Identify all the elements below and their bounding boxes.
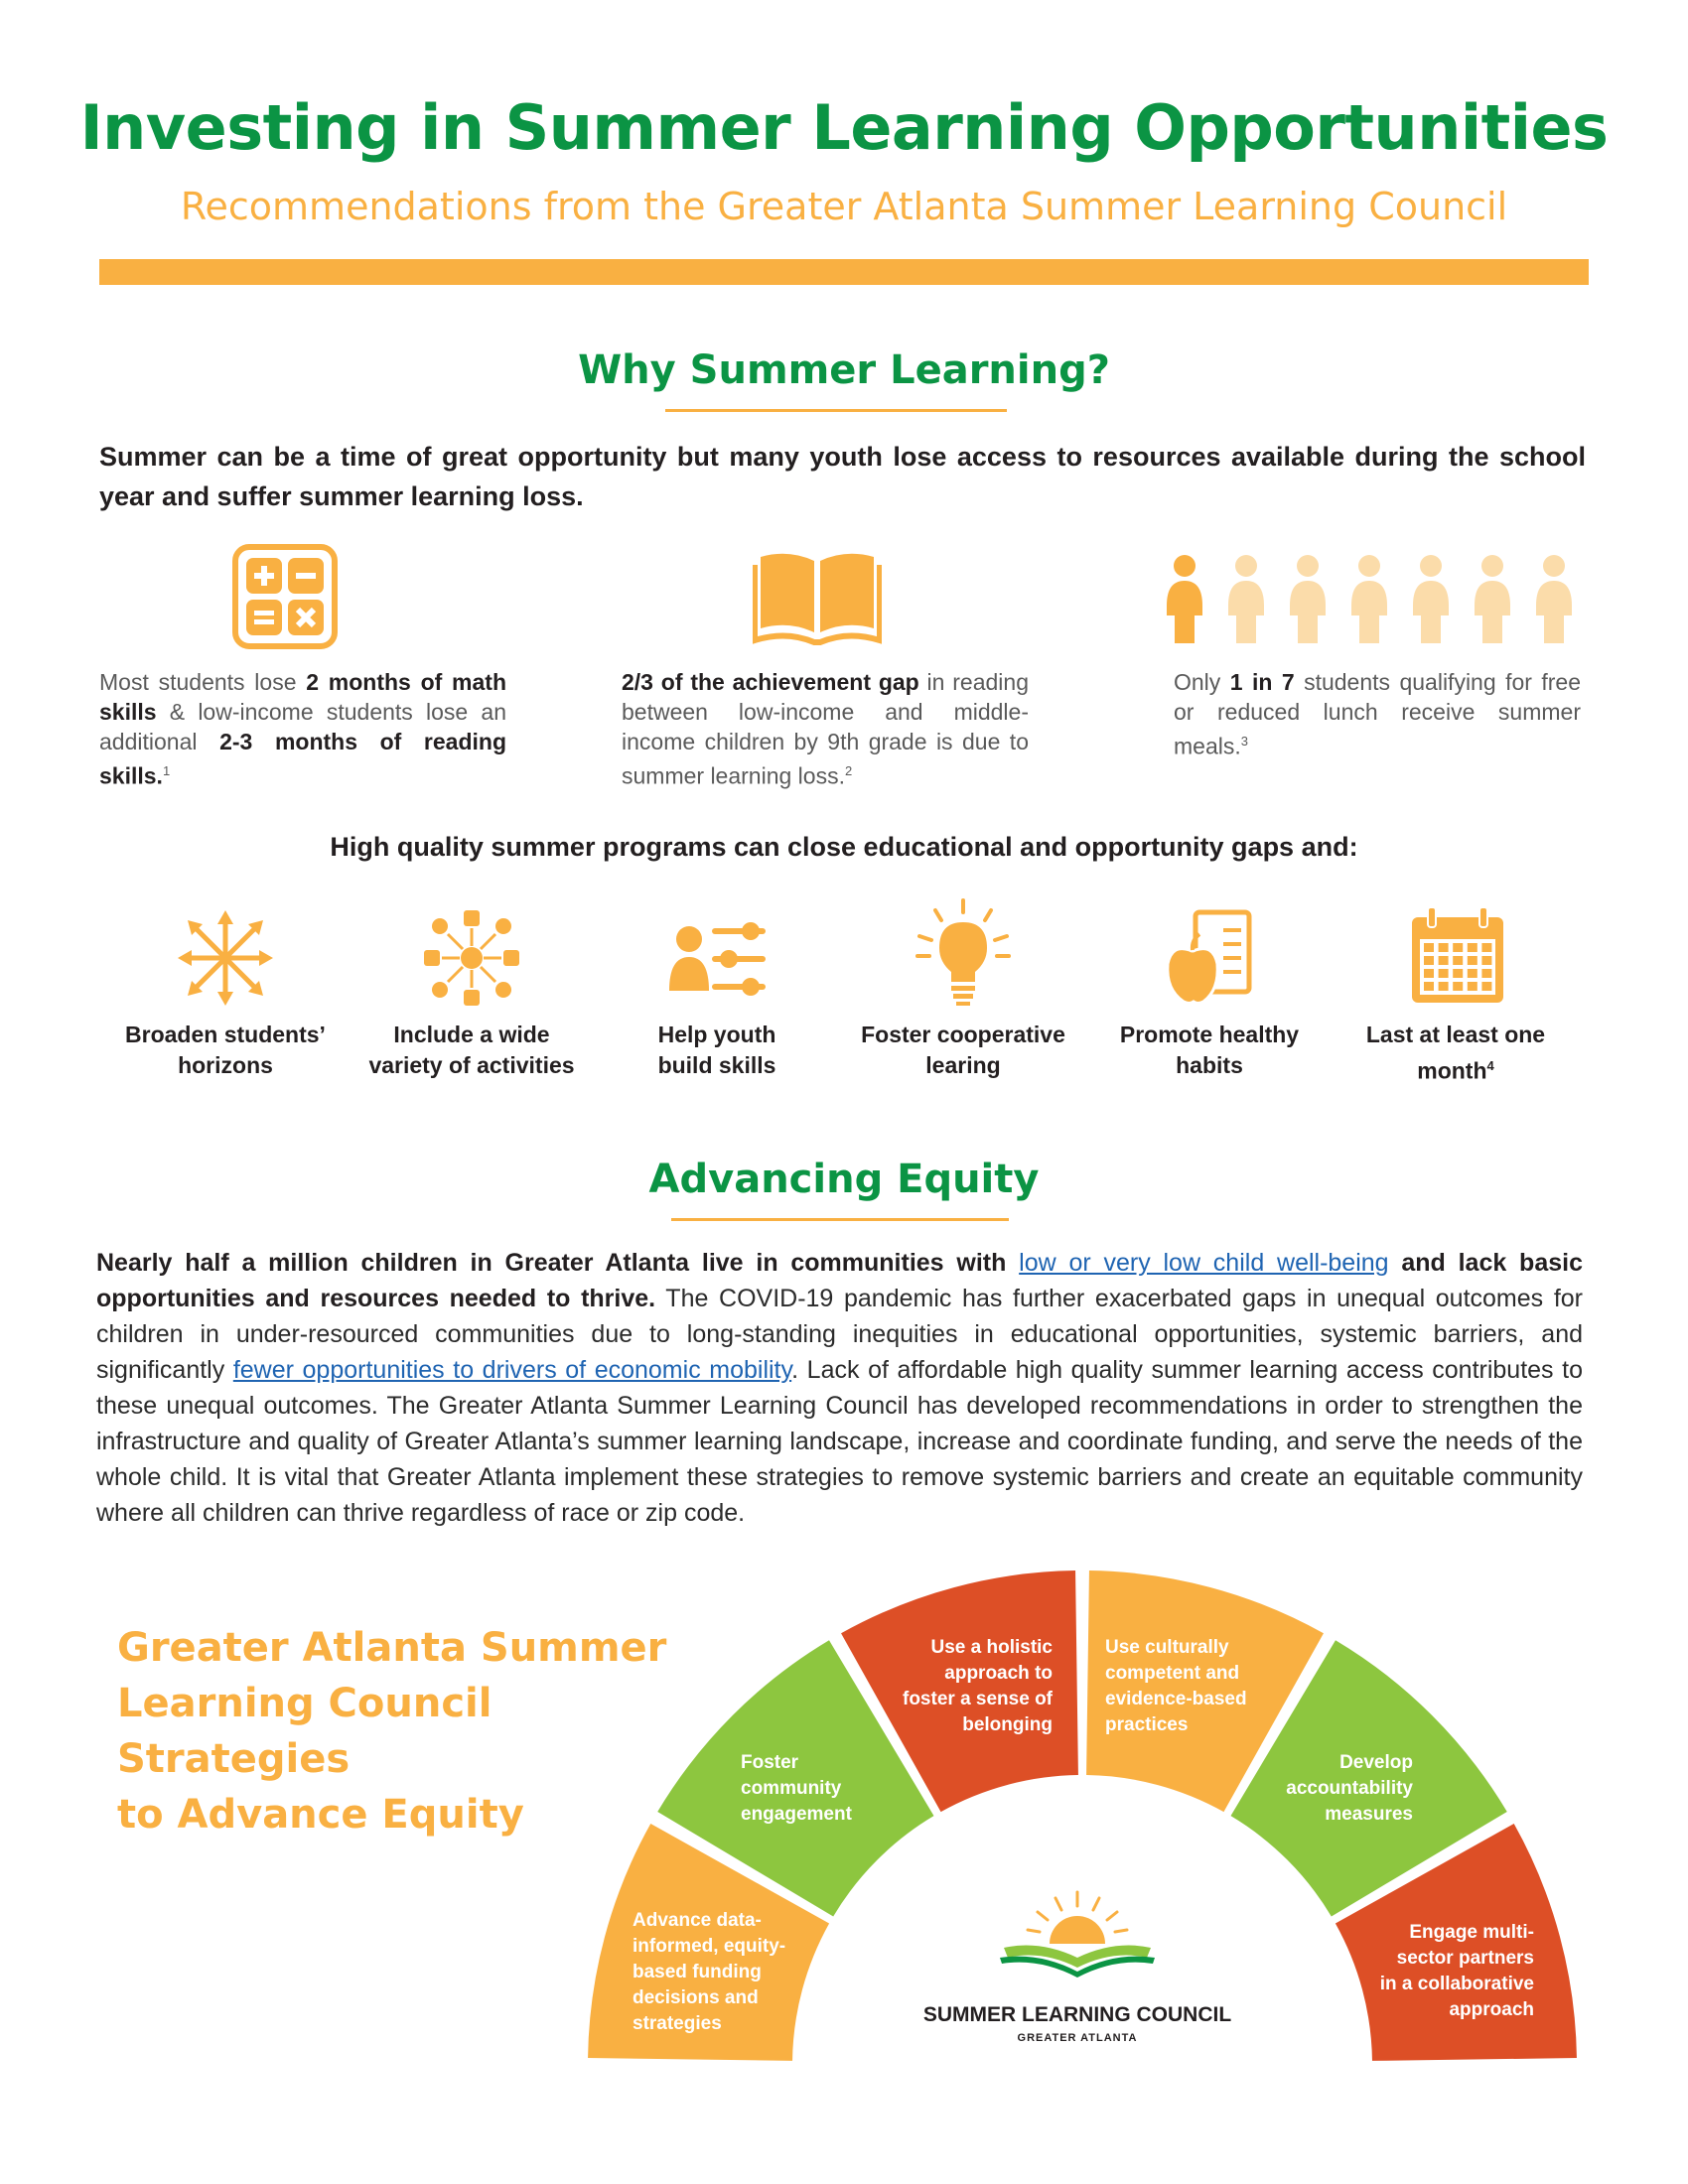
sliders-person-icon	[667, 911, 767, 1011]
strategy-label-text: Foster community engagement	[741, 1752, 852, 1825]
stat-achievement-gap: 2/3 of the achievement gap in reading between low-income and middle-income children by 9th grade is due to summer learning loss.$^2$	[622, 669, 1029, 789]
calendar-day-cell	[1439, 982, 1449, 991]
people-icon	[1167, 554, 1584, 645]
calendar-day-cell	[1424, 943, 1434, 952]
open-book-icon	[753, 551, 882, 646]
calendar-day-cell	[1481, 956, 1491, 965]
person-figure	[1290, 555, 1326, 643]
calendar-day-cell	[1453, 969, 1463, 978]
calendar-icon	[1408, 905, 1507, 1005]
person-figure	[1536, 555, 1572, 643]
segment-label-engagement	[741, 1750, 900, 1828]
benefit-label-cooperative: Foster cooperative learing	[861, 1022, 1065, 1078]
calendar-day-cell	[1439, 956, 1449, 965]
benefit-label-horizons: Broaden students’ horizons	[125, 1022, 326, 1078]
strategy-label-text: Develop accountability measures	[1286, 1752, 1413, 1825]
why-heading: Why Summer Learning?	[578, 347, 1110, 393]
why-lead: Summer can be a time of great opportunity but many youth lose access to resources available during the school year and suffer summer learning loss.	[99, 442, 1586, 511]
calendar-day-cell	[1453, 943, 1463, 952]
benefit-label-activities: Include a wide variety of activities	[368, 1022, 575, 1078]
strategy-label-text: Engage multi- sector partners in a collaborative approach	[1379, 1922, 1534, 2020]
person-figure	[1413, 555, 1449, 643]
calendar-day-cell	[1468, 943, 1477, 952]
page-subtitle: Recommendations from the Greater Atlanta Summer Learning Council	[180, 185, 1508, 228]
calendar-day-cell	[1424, 982, 1434, 991]
segment-label-belonging	[874, 1635, 1053, 1738]
logo-name: SUMMER LEARNING COUNCIL	[922, 2003, 1232, 2026]
segment-label-accountability	[1239, 1750, 1413, 1828]
page-title: Investing in Summer Learning Opportunities	[79, 91, 1609, 164]
calendar-day-cell	[1453, 982, 1463, 991]
calculator-icon	[232, 544, 338, 649]
person-figure	[1228, 555, 1264, 643]
strategy-label-text: Advance data- informed, equity- based funding decisions and strategies	[633, 1910, 786, 2034]
arrows-outward-icon	[176, 908, 275, 1008]
header-divider-bar	[99, 259, 1589, 285]
equity-paragraph: Nearly half a million children in Greater Atlanta live in communities with low or very low child well-being and lack basic opportunities and resources needed to thrive. The COVID-19 pandemic has further exacerbated gaps in unequal outcomes for children in under-resourced communities due to long-standing inequities in educational opportunities, systemic barriers, and significantly fewer opportunities to drivers of economic mobility. Lack of affordable high quality summer learning access contributes to these unequal outcomes. The Greater Atlanta Summer Learning Council has developed recommendations in order to strengthen the infrastructure and quality of Greater Atlanta’s summer learning landscape, increase and coordinate funding, and serve the needs of the whole child. It is vital that Greater Atlanta implement these strategies to remove systemic barriers and create an equitable community where all children can thrive regardless of race or zip code.	[96, 1249, 1583, 1527]
calendar-day-cell	[1424, 956, 1434, 965]
stat-summer-meals: Only 1 in 7 students qualifying for free or reduced lunch receive summer meals.$^3$	[1174, 669, 1581, 759]
calendar-day-cell	[1481, 943, 1491, 952]
strategy-label-text: Use a holistic approach to foster a sense of belonging	[903, 1637, 1053, 1735]
economic-mobility-link[interactable]: fewer opportunities to drivers of economic mobility	[232, 1356, 792, 1384]
segment-label-partners	[1345, 1920, 1534, 2023]
stat-math-loss: Most students lose 2 months of math skills & low-income students lose an additional 2-3 months of reading skills.$^1$	[99, 669, 507, 789]
network-icon	[422, 908, 521, 1008]
calendar-day-cell	[1424, 969, 1434, 978]
calendar-day-cell	[1439, 943, 1449, 952]
equity-heading: Advancing Equity	[648, 1157, 1040, 1202]
calendar-day-cell	[1468, 956, 1477, 965]
benefit-label-month: Last at least one month$^4$	[1365, 1022, 1546, 1084]
calendar-day-cell	[1468, 982, 1477, 991]
calendar-day-cell	[1453, 956, 1463, 965]
segment-label-culturally	[1105, 1635, 1284, 1738]
apple-clipboard-icon	[1162, 908, 1261, 1008]
strategies-title: Greater Atlanta Summer Learning Council Strategies to Advance Equity	[117, 1625, 667, 1838]
strategy-label-text: Use culturally competent and evidence-based practices	[1105, 1637, 1247, 1735]
benefit-label-skills: Help youth build skills	[657, 1022, 776, 1078]
calendar-day-cell	[1481, 982, 1491, 991]
person-figure	[1351, 555, 1387, 643]
child-well-being-link[interactable]: low or very low child well-being	[1019, 1249, 1389, 1277]
why-heading-rule	[665, 409, 1007, 412]
segment-label-funding	[633, 1908, 811, 2037]
person-figure	[1475, 555, 1510, 643]
calendar-day-cell	[1468, 969, 1477, 978]
summer-learning-council-logo	[978, 1886, 1177, 1980]
person-figure	[1167, 555, 1202, 643]
calendar-day-cell	[1481, 969, 1491, 978]
benefit-label-healthy: Promote healthy habits	[1119, 1022, 1300, 1078]
logo-subtext: GREATER ATLANTA	[1017, 2032, 1138, 2044]
lightbulb-icon	[914, 898, 1013, 998]
benefits-subhead: High quality summer programs can close educational and opportunity gaps and:	[330, 832, 1358, 862]
calendar-day-cell	[1439, 969, 1449, 978]
equity-heading-rule	[671, 1218, 1009, 1221]
